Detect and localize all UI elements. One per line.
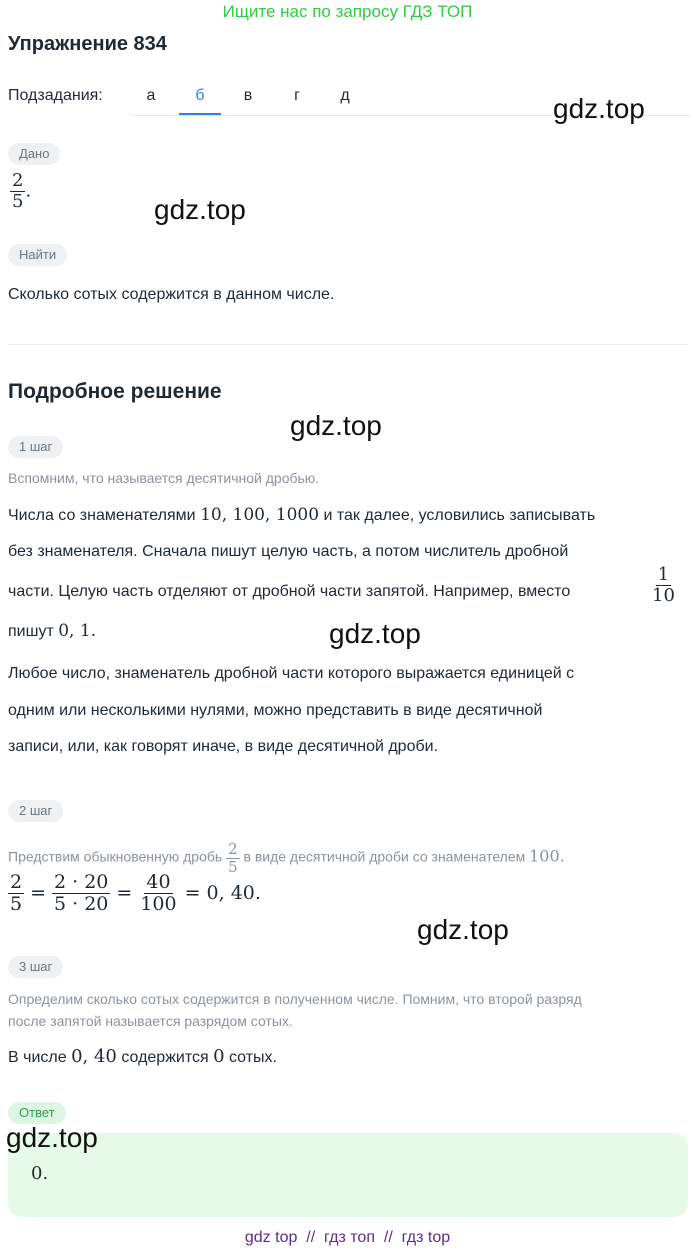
step1-line4: пишут 0, 1. bbox=[8, 621, 97, 641]
divider bbox=[8, 344, 688, 345]
answer-chip: Ответ bbox=[8, 1102, 66, 1124]
subtasks-label: Подзадания: bbox=[8, 87, 103, 104]
step1-chip: 1 шаг bbox=[8, 436, 63, 458]
watermark: gdz.top bbox=[6, 1122, 98, 1153]
step1-line1: Числа со знаменателями 10, 100, 1000 и так далее, условились записывать bbox=[8, 505, 596, 525]
step1-line2: без знаменателя. Сначала пишут целую часть, а потом числитель дробной bbox=[8, 543, 569, 560]
tab-d[interactable]: д bbox=[340, 87, 350, 104]
answer-box bbox=[8, 1133, 688, 1217]
watermark: gdz.top bbox=[417, 914, 509, 945]
step1-p2-line1: Любое число, знаменатель дробной части которого выражается единицей с bbox=[8, 665, 575, 682]
watermark: gdz.top bbox=[154, 194, 246, 225]
footer-links[interactable]: gdz top // гдз топ // гдз top bbox=[244, 1229, 451, 1246]
given-chip: Дано bbox=[8, 143, 60, 165]
step3-hint-line1: Определим сколько сотых содержится в полученном числе. Помним, что второй разряд bbox=[8, 991, 582, 1007]
page-title: Упражнение 834 bbox=[8, 33, 167, 55]
solution-title: Подробное решение bbox=[8, 380, 222, 403]
tab-v[interactable]: в bbox=[243, 87, 253, 104]
step2-equation: $\frac{2}{5}$ = $\frac{2 \cdot 20}{5 \cdot 20}$ = $\frac{40}{100}$ = 0, 40. bbox=[10, 871, 261, 915]
step1-p2-line2: одним или несколькими нулями, можно представить в виде десятичной bbox=[8, 702, 543, 719]
top-banner: Ищите нас по запросу ГДЗ ТОП bbox=[222, 2, 473, 21]
answer-value: 0. bbox=[31, 1163, 49, 1184]
tab-g[interactable]: г bbox=[294, 87, 300, 104]
tab-a[interactable]: а bbox=[146, 87, 156, 104]
find-chip: Найти bbox=[8, 244, 67, 266]
tab-b[interactable]: б bbox=[179, 75, 221, 115]
step1-fraction: $\frac{1}{10}$ bbox=[652, 564, 675, 606]
given-fraction: $\frac{2}{5}$ . bbox=[12, 170, 32, 212]
step3-chip: 3 шаг bbox=[8, 956, 63, 978]
step2-hint: Предствим обыкновенную дробь $\frac{2}{5}$ в виде десятичной дроби со знаменателем 100. bbox=[8, 840, 565, 876]
watermark: gdz.top bbox=[553, 93, 645, 124]
watermark: gdz.top bbox=[290, 410, 382, 441]
watermark: gdz.top bbox=[329, 618, 421, 649]
step3-hint-line2: после запятой называется разрядом сотых. bbox=[8, 1013, 293, 1029]
step1-p2-line3: записи, или, как говорят иначе, в виде десятичной дроби. bbox=[8, 738, 439, 755]
step3-text: В числе 0, 40 содержится 0 сотых. bbox=[8, 1046, 277, 1067]
step2-chip: 2 шаг bbox=[8, 800, 63, 822]
step1-line3: части. Целую часть отделяют от дробной части запятой. Например, вместо bbox=[8, 583, 571, 600]
step1-hint: Вспомним, что называется десятичной дробью. bbox=[8, 470, 320, 486]
find-text: Сколько сотых содержится в данном числе. bbox=[8, 286, 335, 303]
